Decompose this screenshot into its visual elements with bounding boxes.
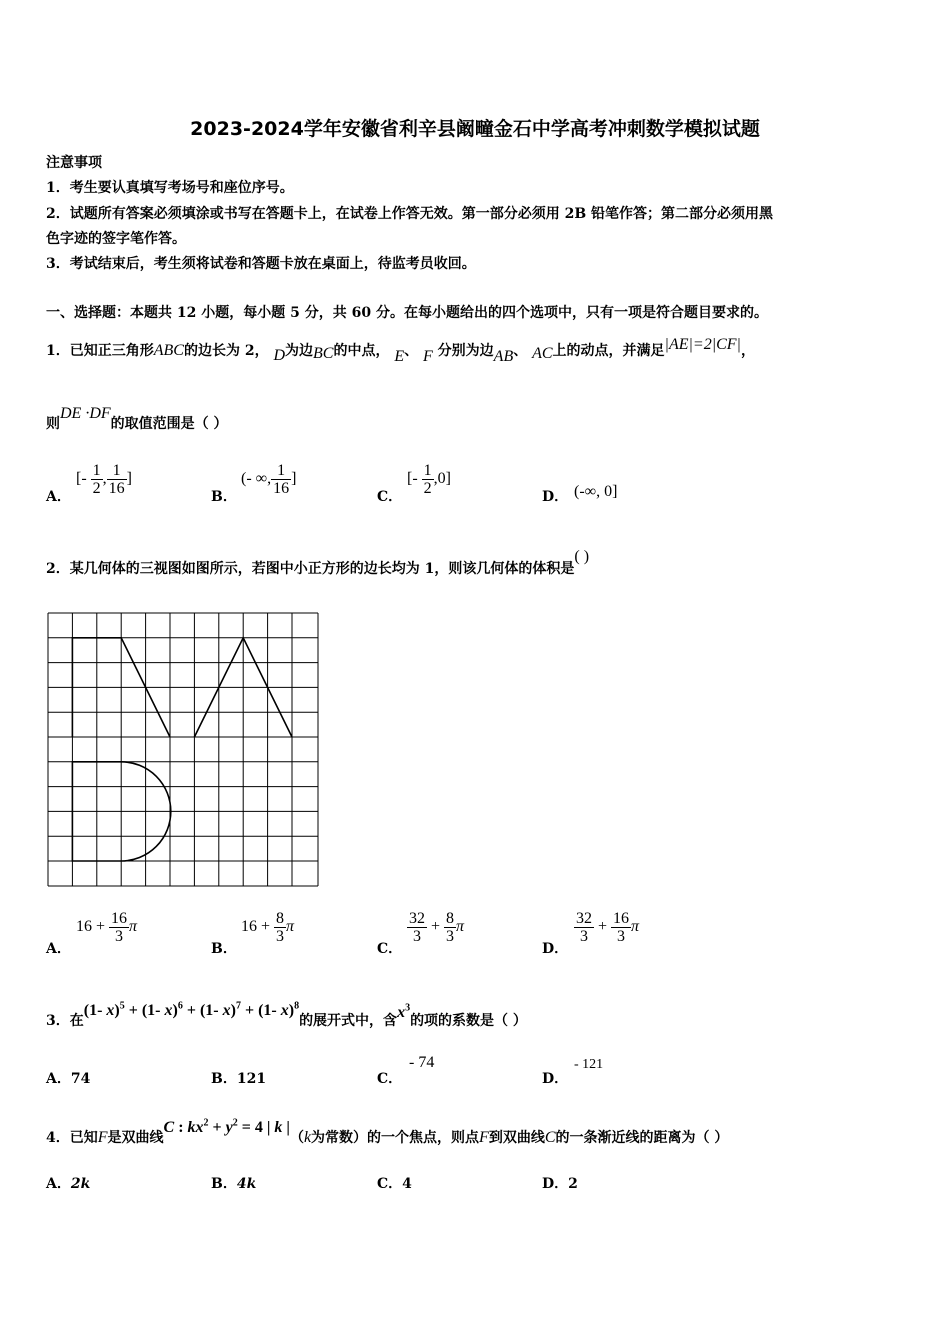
q3-option-c: - 74 — [409, 1054, 435, 1071]
q1-option-b: (- ∞, $\frac{1}{16}$ ] — [241, 462, 297, 497]
question-1-line-1: 1．已知正三角形ABC的边长为 2， D为边BC的中点， E、 F 分别为边AB、 AC上的动点，并满足|AE|=2|CF|， — [46, 336, 755, 365]
q3-option-d-label[interactable]: D． — [542, 1071, 569, 1087]
question-2-text: 2．某几何体的三视图如图所示，若图中小正方形的边长均为 1，则该几何体的体积是( ) — [46, 548, 590, 577]
q3-option-d: - 121 — [574, 1057, 604, 1072]
q4-option-c-label[interactable]: C．4 — [377, 1176, 412, 1192]
q4-option-b-label[interactable]: B．4k — [211, 1176, 257, 1192]
notice-item-2-cont: 色字迹的签字笔作答。 — [46, 231, 186, 247]
q2-option-c-label[interactable]: C． — [377, 941, 403, 957]
q1-option-d: (-∞, 0] — [574, 483, 618, 500]
q2-option-a: 16 + $\frac{16}{3}$ π — [76, 910, 138, 945]
three-view-figure — [47, 612, 320, 887]
notice-item-3: 3．考试结束后，考生须将试卷和答题卡放在桌面上，待监考员收回。 — [46, 256, 476, 272]
question-1-line-2: 则DE ·DF的取值范围是（ ） — [46, 405, 228, 432]
q2-option-c: $\frac{32}{3}$ + $\frac{8}{3}$ π — [409, 910, 465, 945]
q1-option-a-label[interactable]: A． — [46, 489, 71, 505]
question-3-text: 3．在(1- x)$^5$ + (1- x)$^6$ + (1- x)$^7$ + (1- x)$^8$的展开式中，含$x^3$的项的系数是（ ） — [46, 1000, 527, 1029]
q1-option-c-label[interactable]: C． — [377, 489, 403, 505]
q1-option-b-label[interactable]: B． — [211, 489, 237, 505]
question-4-text: 4．已知F是双曲线C : $kx^2 + y^2 = 4$ | k |（k为常数）的一个焦点，则点F到双曲线C的一条渐近线的距离为（ ） — [46, 1117, 729, 1146]
section-heading: 一、选择题：本题共 12 小题，每小题 5 分，共 60 分。在每小题给出的四个选项中，只有一项是符合题目要求的。 — [46, 305, 768, 321]
q3-option-a-label[interactable]: A．74 — [46, 1071, 91, 1087]
q4-option-a-label[interactable]: A．2k — [46, 1176, 91, 1192]
q3-option-c-label[interactable]: C． — [377, 1071, 403, 1087]
page-title: 2023-2024学年安徽省利辛县阚疃金石中学高考冲刺数学模拟试题 — [190, 118, 760, 140]
q1-option-a: [- $\frac{1}{2}$ , $\frac{1}{16}$ ] — [76, 462, 132, 497]
q2-option-d-label[interactable]: D． — [542, 941, 569, 957]
q2-option-a-label[interactable]: A． — [46, 941, 71, 957]
notice-item-2: 2．试题所有答案必须填涂或书写在答题卡上，在试卷上作答无效。第一部分必须用 2B 铅笔作答；第二部分必须用黑 — [46, 206, 774, 222]
notice-heading: 注意事项 — [46, 155, 102, 171]
q2-option-d: $\frac{32}{3}$ + $\frac{16}{3}$ π — [576, 910, 640, 945]
q2-option-b: 16 + $\frac{8}{3}$ π — [241, 910, 295, 945]
notice-item-1: 1．考生要认真填写考场号和座位序号。 — [46, 180, 294, 196]
q2-option-b-label[interactable]: B． — [211, 941, 237, 957]
q3-option-b-label[interactable]: B．121 — [211, 1071, 267, 1087]
q4-option-d-label[interactable]: D．2 — [542, 1176, 578, 1192]
q1-option-d-label[interactable]: D． — [542, 489, 569, 505]
q1-option-c: [- $\frac{1}{2}$ ,0] — [407, 462, 451, 497]
